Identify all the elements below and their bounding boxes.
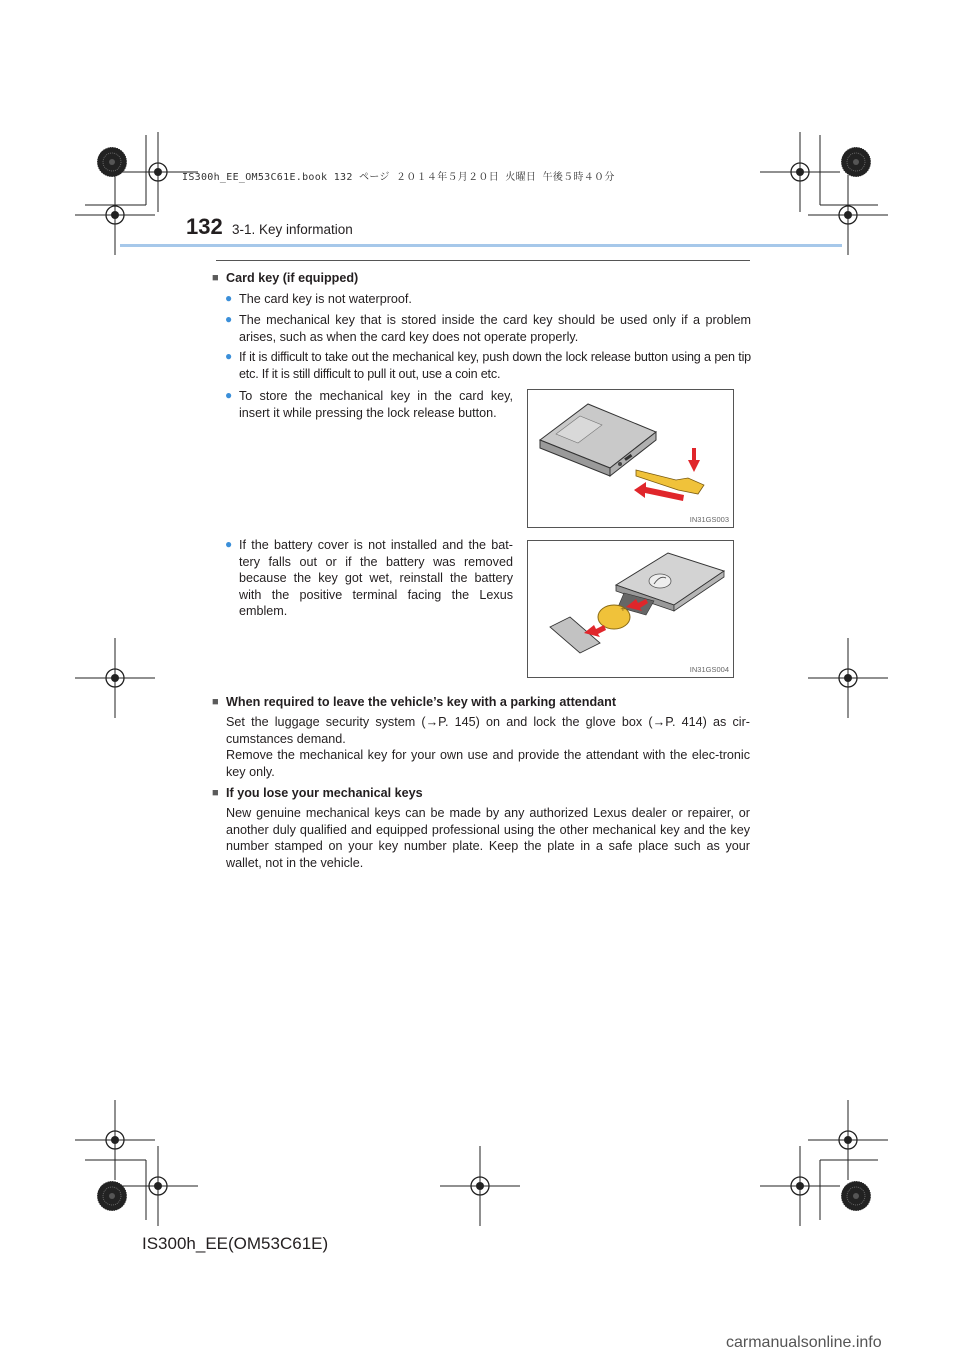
parking-attendant-heading: ■ When required to leave the vehicle’s key with a parking attendant: [212, 695, 617, 709]
card-key-bullet-2: The mechanical key that is stored inside the card key should be used only if a problem arises, such as when the card key does not operate properly.: [239, 313, 751, 344]
bullet-icon: ●: [225, 349, 233, 363]
card-key-bullet-5: If the battery cover is not installed and the bat-tery falls out or if the battery was removed because the key got wet, reinstall the battery with the positive terminal facing the Lexus emblem.: [239, 538, 513, 619]
card-key-bullet-4: To store the mechanical key in the card key, insert it while pressing the lock release button.: [239, 389, 513, 420]
figure-store-mechanical-key: [527, 389, 734, 528]
bullet-icon: ●: [225, 537, 233, 551]
square-bullet-icon: ■: [212, 787, 219, 799]
figure-code: IN31GS004: [689, 665, 729, 674]
card-key-bullet-3: If it is difficult to take out the mechanical key, push down the lock release button using a pen tip etc. If it is still difficult to pull it out, use a coin etc.: [239, 350, 751, 381]
bullet-icon: ●: [225, 291, 233, 305]
section-title: 3-1. Key information: [232, 222, 353, 237]
parking-attendant-text-2: Remove the mechanical key for your own use and provide the attendant with the elec-tronic key only.: [226, 748, 750, 779]
header-divider: [120, 244, 842, 247]
document-code-footer: IS300h_EE(OM53C61E): [142, 1234, 329, 1253]
card-key-heading: ■ Card key (if equipped): [212, 271, 359, 285]
content-rule: [216, 260, 750, 261]
figure-reinstall-battery: [527, 540, 734, 678]
figure-code: IN31GS003: [689, 515, 729, 524]
bullet-icon: ●: [225, 312, 233, 326]
square-bullet-icon: ■: [212, 696, 219, 708]
page-number: 132: [186, 214, 223, 239]
watermark: carmanualsonline.info: [726, 1334, 882, 1351]
card-key-bullet-1: The card key is not waterproof.: [239, 292, 412, 306]
card-key-illustration: [528, 390, 733, 527]
svg-text:+: +: [620, 605, 626, 613]
file-header: IS300h_EE_OM53C61E.book 132 ページ ２０１４年５月２０日 火曜日 午後５時４０分: [182, 172, 615, 183]
parking-attendant-text-1: Set the luggage security system (→P. 145) on and lock the glove box (→P. 414) as cir-cumstances demand.: [226, 715, 750, 746]
lost-keys-text: New genuine mechanical keys can be made by any authorized Lexus dealer or repairer, or another duly qualified and equipped professional using the other mechanical key and the key number stamped on your key number plate. Keep the plate in a safe place such as your wallet, not in the vehicle.: [226, 806, 750, 870]
lost-keys-heading: ■ If you lose your mechanical keys: [212, 786, 423, 800]
battery-illustration: [528, 541, 733, 677]
bullet-icon: ●: [225, 388, 233, 402]
square-bullet-icon: ■: [212, 272, 219, 284]
